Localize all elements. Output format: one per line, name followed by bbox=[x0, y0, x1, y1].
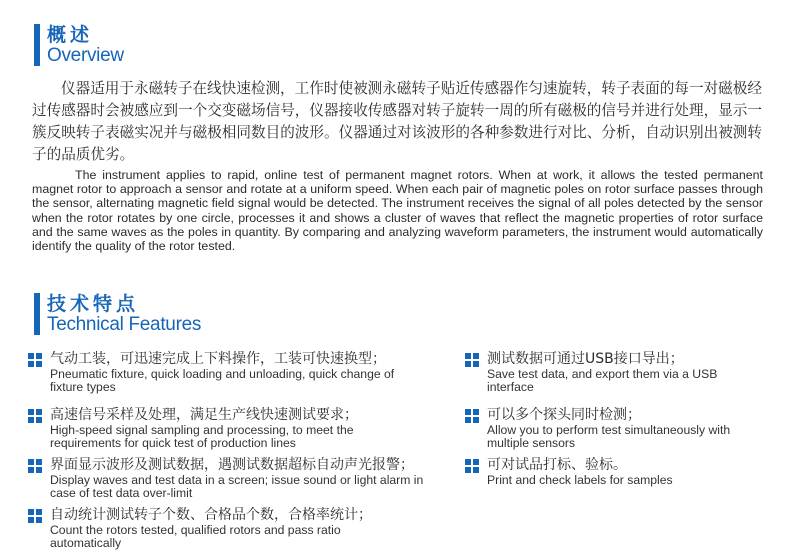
features-title-en: Technical Features bbox=[47, 314, 202, 335]
overview-paragraph-cn: 仪器适用于永磁转子在线快速检测，工作时使被测永磁转子贴近传感器作匀速旋转，转子表面的每一对磁极经过传感器时会被感应到一个交变磁场信号，仪器接收传感器对转子旋转一周的所有磁极的信号并进行处理，显示一簇反映转子表磁实况并与磁极相同数目的波形。仪器通过对该波形的各种参数进行对比、分析，自动识别出被测转子的品质优劣。 bbox=[32, 80, 762, 163]
feature-text-cn: 自动统计测试转子个数、合格品个数，合格率统计； bbox=[50, 507, 372, 523]
four-square-bullet-icon bbox=[28, 409, 42, 423]
heading-accent-bar bbox=[34, 293, 40, 335]
feature-text-cn: 测试数据可通过USB接口导出； bbox=[487, 351, 684, 367]
feature-item bbox=[28, 350, 428, 393]
overview-paragraph-en: The instrument applies to rapid, online test of permanent magnet rotors. When at work, it allows the tested permanent magnet rotor to approach a sensor and rotate at a uniform speed. When each pair of magnetic poles on rotor surface passes through the sensor, alternating magnetic field signal would be detected. The instrument receives the signal of all poles detected by the sensor when the rotor rotates by one circle, processes it and shows a cluster of waves that reflect the magnetic properties of rotor surface and the same waves as the poles in quantity. By comparing and analyzing waveform parameters, the instrument would automatically identify the quality of the rotor tested. bbox=[32, 168, 763, 254]
feature-text-en: Save test data, and export them via a USB interface bbox=[487, 367, 718, 394]
feature-item bbox=[28, 456, 448, 499]
feature-text-en: High-speed signal sampling and processing, to meet the requirements for quick test of production lines bbox=[50, 423, 354, 450]
feature-text-en: Count the rotors tested, qualified rotors and pass ratio automatically bbox=[50, 523, 341, 550]
overview-heading bbox=[34, 24, 124, 66]
four-square-bullet-icon bbox=[465, 459, 479, 473]
feature-text-cn: 高速信号采样及处理，满足生产线快速测试要求； bbox=[50, 407, 358, 423]
four-square-bullet-icon bbox=[28, 459, 42, 473]
overview-title-en: Overview bbox=[47, 45, 124, 66]
feature-text-cn: 可以多个探头同时检测； bbox=[487, 407, 641, 423]
feature-item bbox=[28, 406, 428, 449]
feature-text-en: Allow you to perform test simultaneously with multiple sensors bbox=[487, 423, 731, 450]
feature-text-cn: 界面显示波形及测试数据，遇测试数据超标自动声光报警； bbox=[50, 457, 414, 473]
features-heading bbox=[34, 293, 201, 335]
features-title-cn: 技术特点 bbox=[47, 293, 140, 315]
heading-accent-bar bbox=[34, 24, 40, 66]
feature-item bbox=[465, 406, 765, 449]
overview-title-cn: 概述 bbox=[47, 24, 94, 46]
feature-text-cn: 气动工装，可迅速完成上下料操作，工装可快速换型； bbox=[50, 351, 386, 367]
feature-text-en: Display waves and test data in a screen; issue sound or light alarm in case of test data over-limit bbox=[50, 473, 424, 500]
four-square-bullet-icon bbox=[28, 509, 42, 523]
feature-text-cn: 可对试品打标、验标。 bbox=[487, 457, 627, 473]
feature-item bbox=[28, 506, 428, 549]
four-square-bullet-icon bbox=[28, 353, 42, 367]
feature-item bbox=[465, 456, 765, 487]
four-square-bullet-icon bbox=[465, 409, 479, 423]
feature-text-en: Pneumatic fixture, quick loading and unloading, quick change of fixture types bbox=[50, 367, 395, 394]
four-square-bullet-icon bbox=[465, 353, 479, 367]
feature-item bbox=[465, 350, 765, 393]
feature-text-en: Print and check labels for samples bbox=[487, 473, 673, 487]
